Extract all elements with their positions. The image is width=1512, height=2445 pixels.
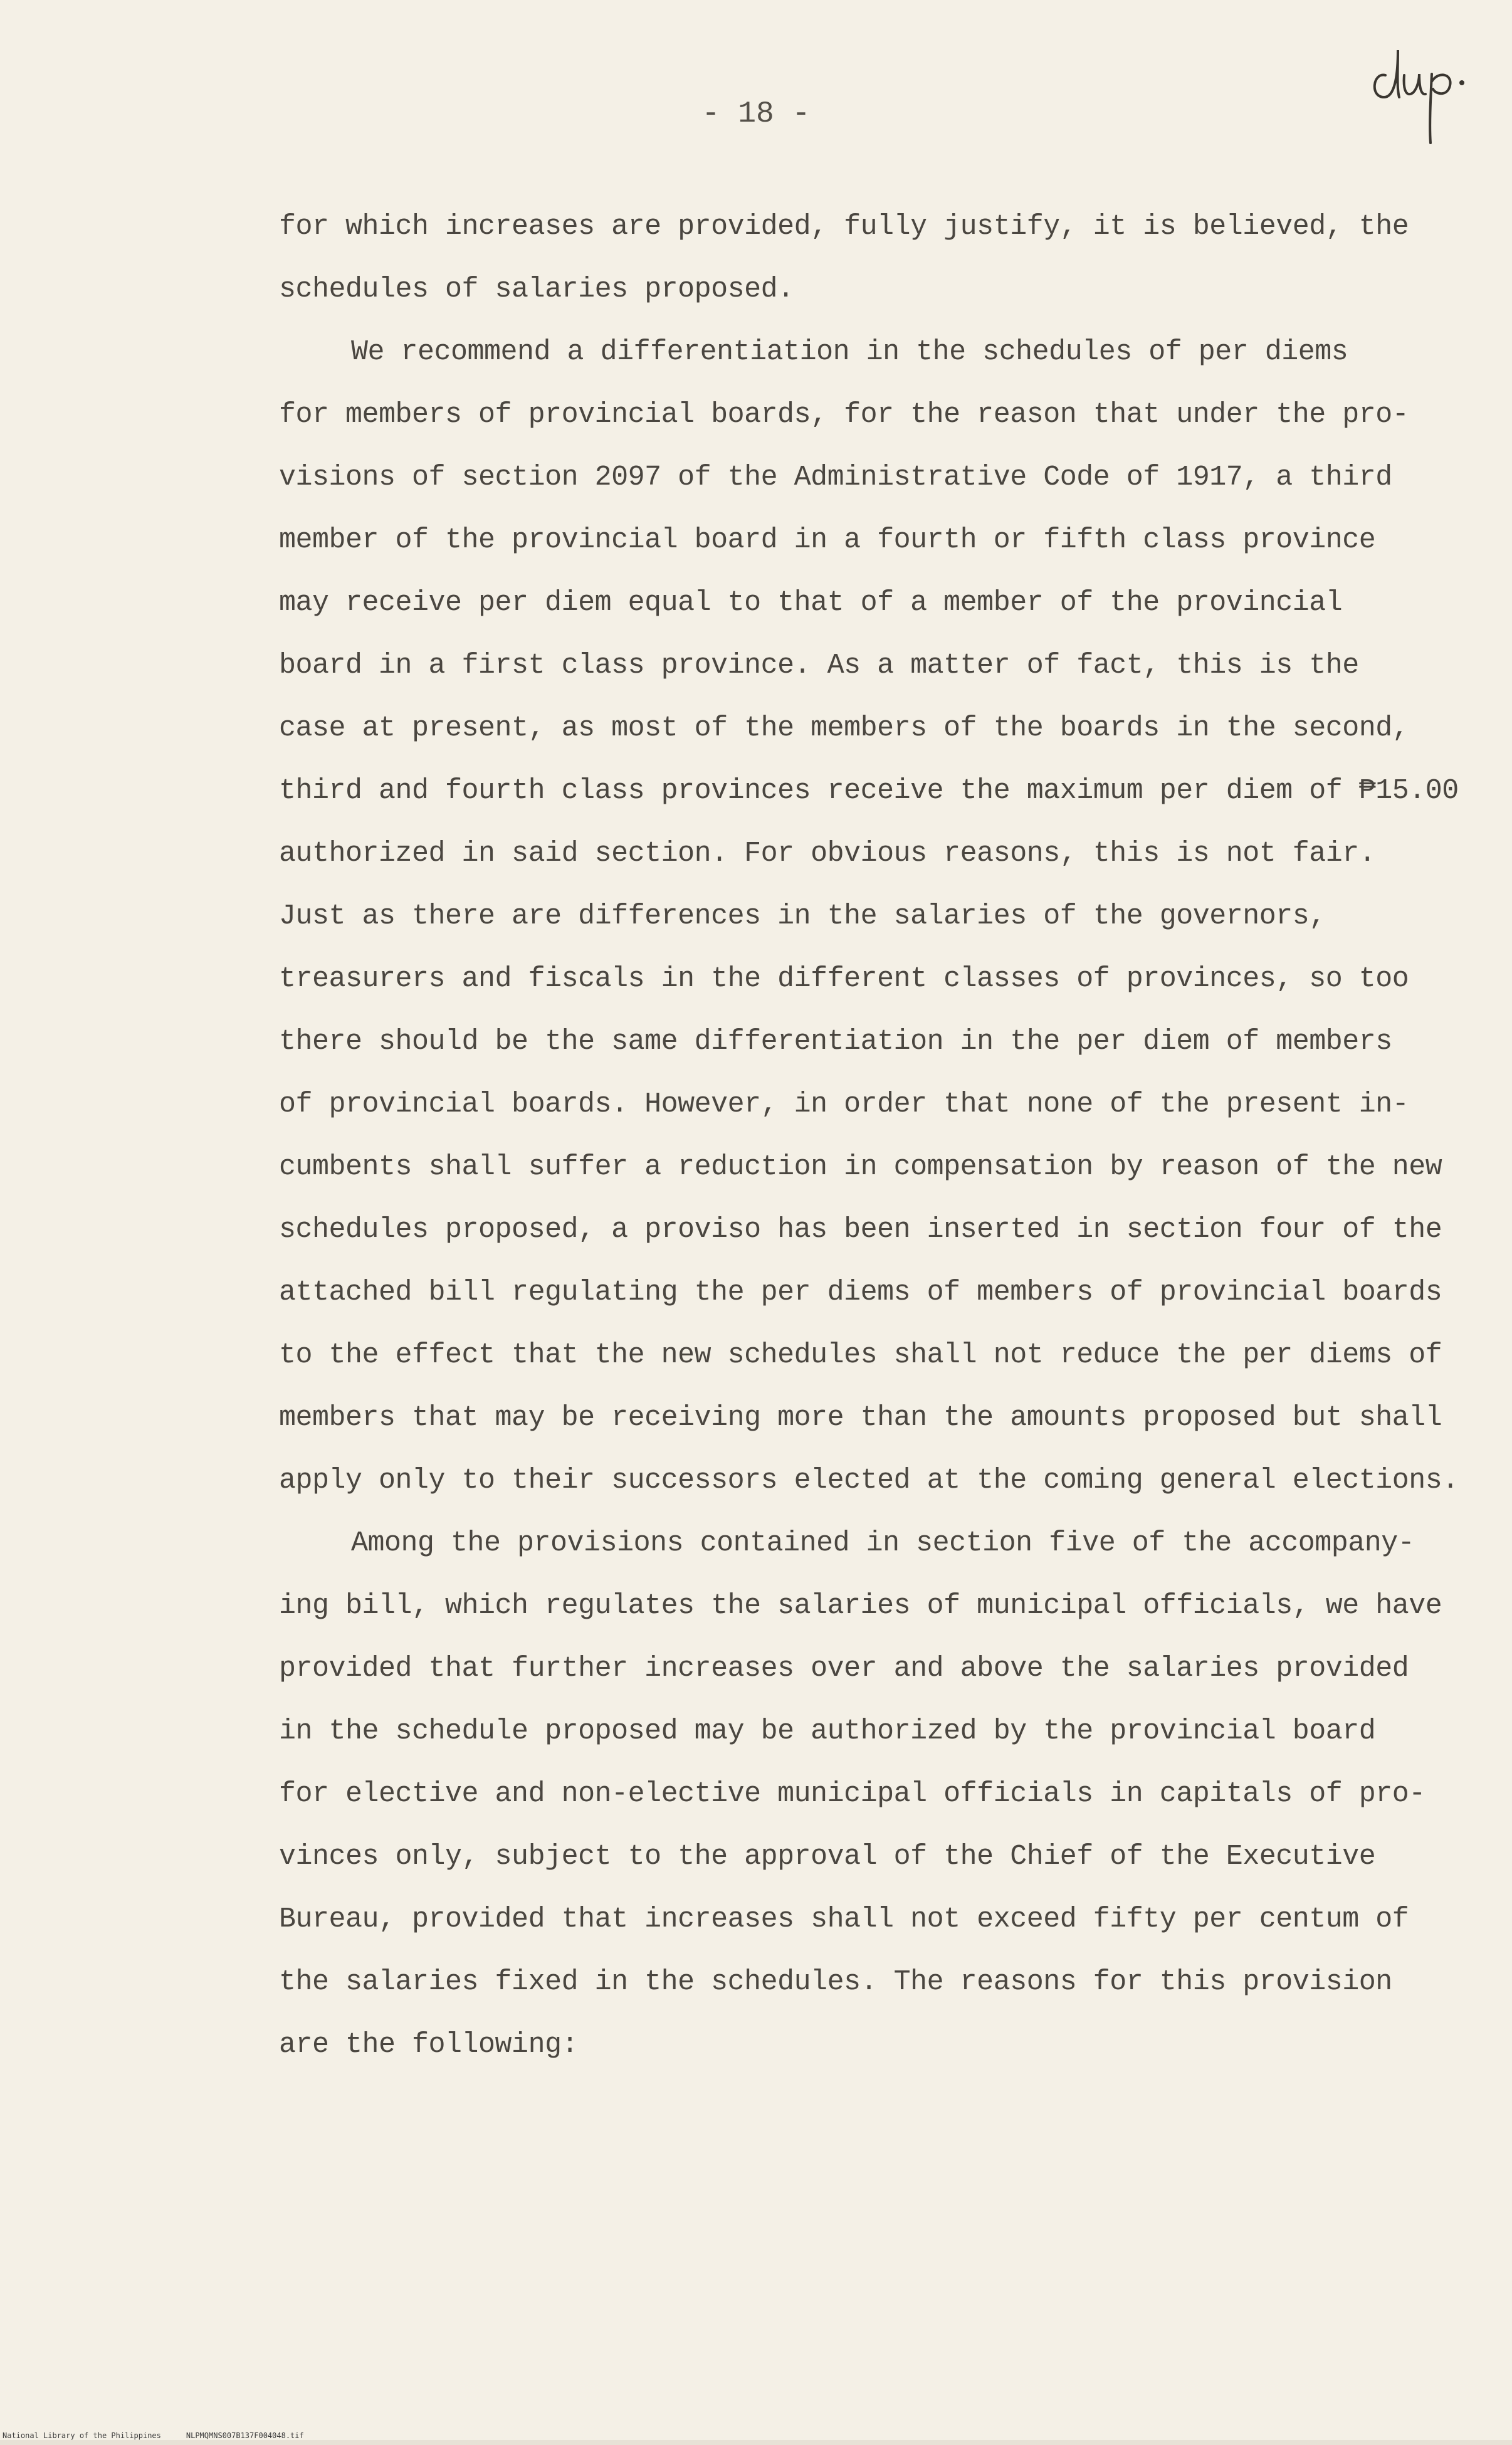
library-credit: National Library of the Philippines [3, 2431, 161, 2440]
text-line: ing bill, which regulates the salaries of municipal officials, we have [279, 1590, 1442, 1622]
text-line: third and fourth class provinces receive the maximum per diem of ₱15.00 [279, 775, 1459, 807]
text-line: may receive per diem equal to that of a member of the provincial [279, 587, 1343, 619]
text-line: are the following: [279, 2029, 579, 2061]
text-line: for members of provincial boards, for the reason that under the pro- [279, 399, 1409, 431]
text-line: authorized in said section. For obvious reasons, this is not fair. [279, 838, 1376, 870]
handwritten-annotation [1360, 38, 1473, 150]
text-line: member of the provincial board in a fourth or fifth class province [279, 524, 1376, 556]
text-line: board in a first class province. As a matter of fact, this is the [279, 649, 1359, 681]
text-line: for which increases are provided, fully justify, it is believed, the [279, 211, 1409, 243]
memo-body [279, 196, 1459, 2076]
text-line: members that may be receiving more than the amounts proposed but shall [279, 1402, 1442, 1434]
text-line: Bureau, provided that increases shall not exceed fifty per centum of [279, 1903, 1409, 1935]
text-line: attached bill regulating the per diems of members of provincial boards [279, 1276, 1442, 1308]
text-line: for elective and non-elective municipal officials in capitals of pro- [279, 1778, 1425, 1810]
text-line: schedules proposed, a proviso has been inserted in section four of the [279, 1214, 1442, 1246]
text-line: schedules of salaries proposed. [279, 273, 794, 305]
text-line: We recommend a differentiation in the schedules of per diems [351, 336, 1348, 368]
text-line: visions of section 2097 of the Administrative Code of 1917, a third [279, 461, 1392, 493]
file-id: NLPMQMNS007B137F004048.tif [186, 2431, 304, 2440]
scan-footer [3, 2431, 329, 2440]
text-line: the salaries fixed in the schedules. The reasons for this provision [279, 1966, 1392, 1998]
text-line: vinces only, subject to the approval of the Chief of the Executive [279, 1841, 1376, 1873]
text-line: apply only to their successors elected at the coming general elections. [279, 1464, 1459, 1496]
text-line: in the schedule proposed may be authorized by the provincial board [279, 1715, 1376, 1747]
text-line: to the effect that the new schedules shall not reduce the per diems of [279, 1339, 1442, 1371]
page-bottom-edge [0, 2440, 1512, 2445]
text-line: Among the provisions contained in section five of the accompany- [351, 1527, 1415, 1559]
text-line: Just as there are differences in the salaries of the governors, [279, 900, 1326, 932]
page-number: - 18 - [701, 97, 811, 131]
text-line: treasurers and fiscals in the different classes of provinces, so too [279, 963, 1409, 995]
text-line: of provincial boards. However, in order that none of the present in- [279, 1088, 1409, 1120]
text-line: cumbents shall suffer a reduction in compensation by reason of the new [279, 1151, 1442, 1183]
text-line: there should be the same differentiation in the per diem of members [279, 1026, 1392, 1058]
text-line: case at present, as most of the members of the boards in the second, [279, 712, 1409, 744]
text-line: provided that further increases over and above the salaries provided [279, 1653, 1409, 1685]
